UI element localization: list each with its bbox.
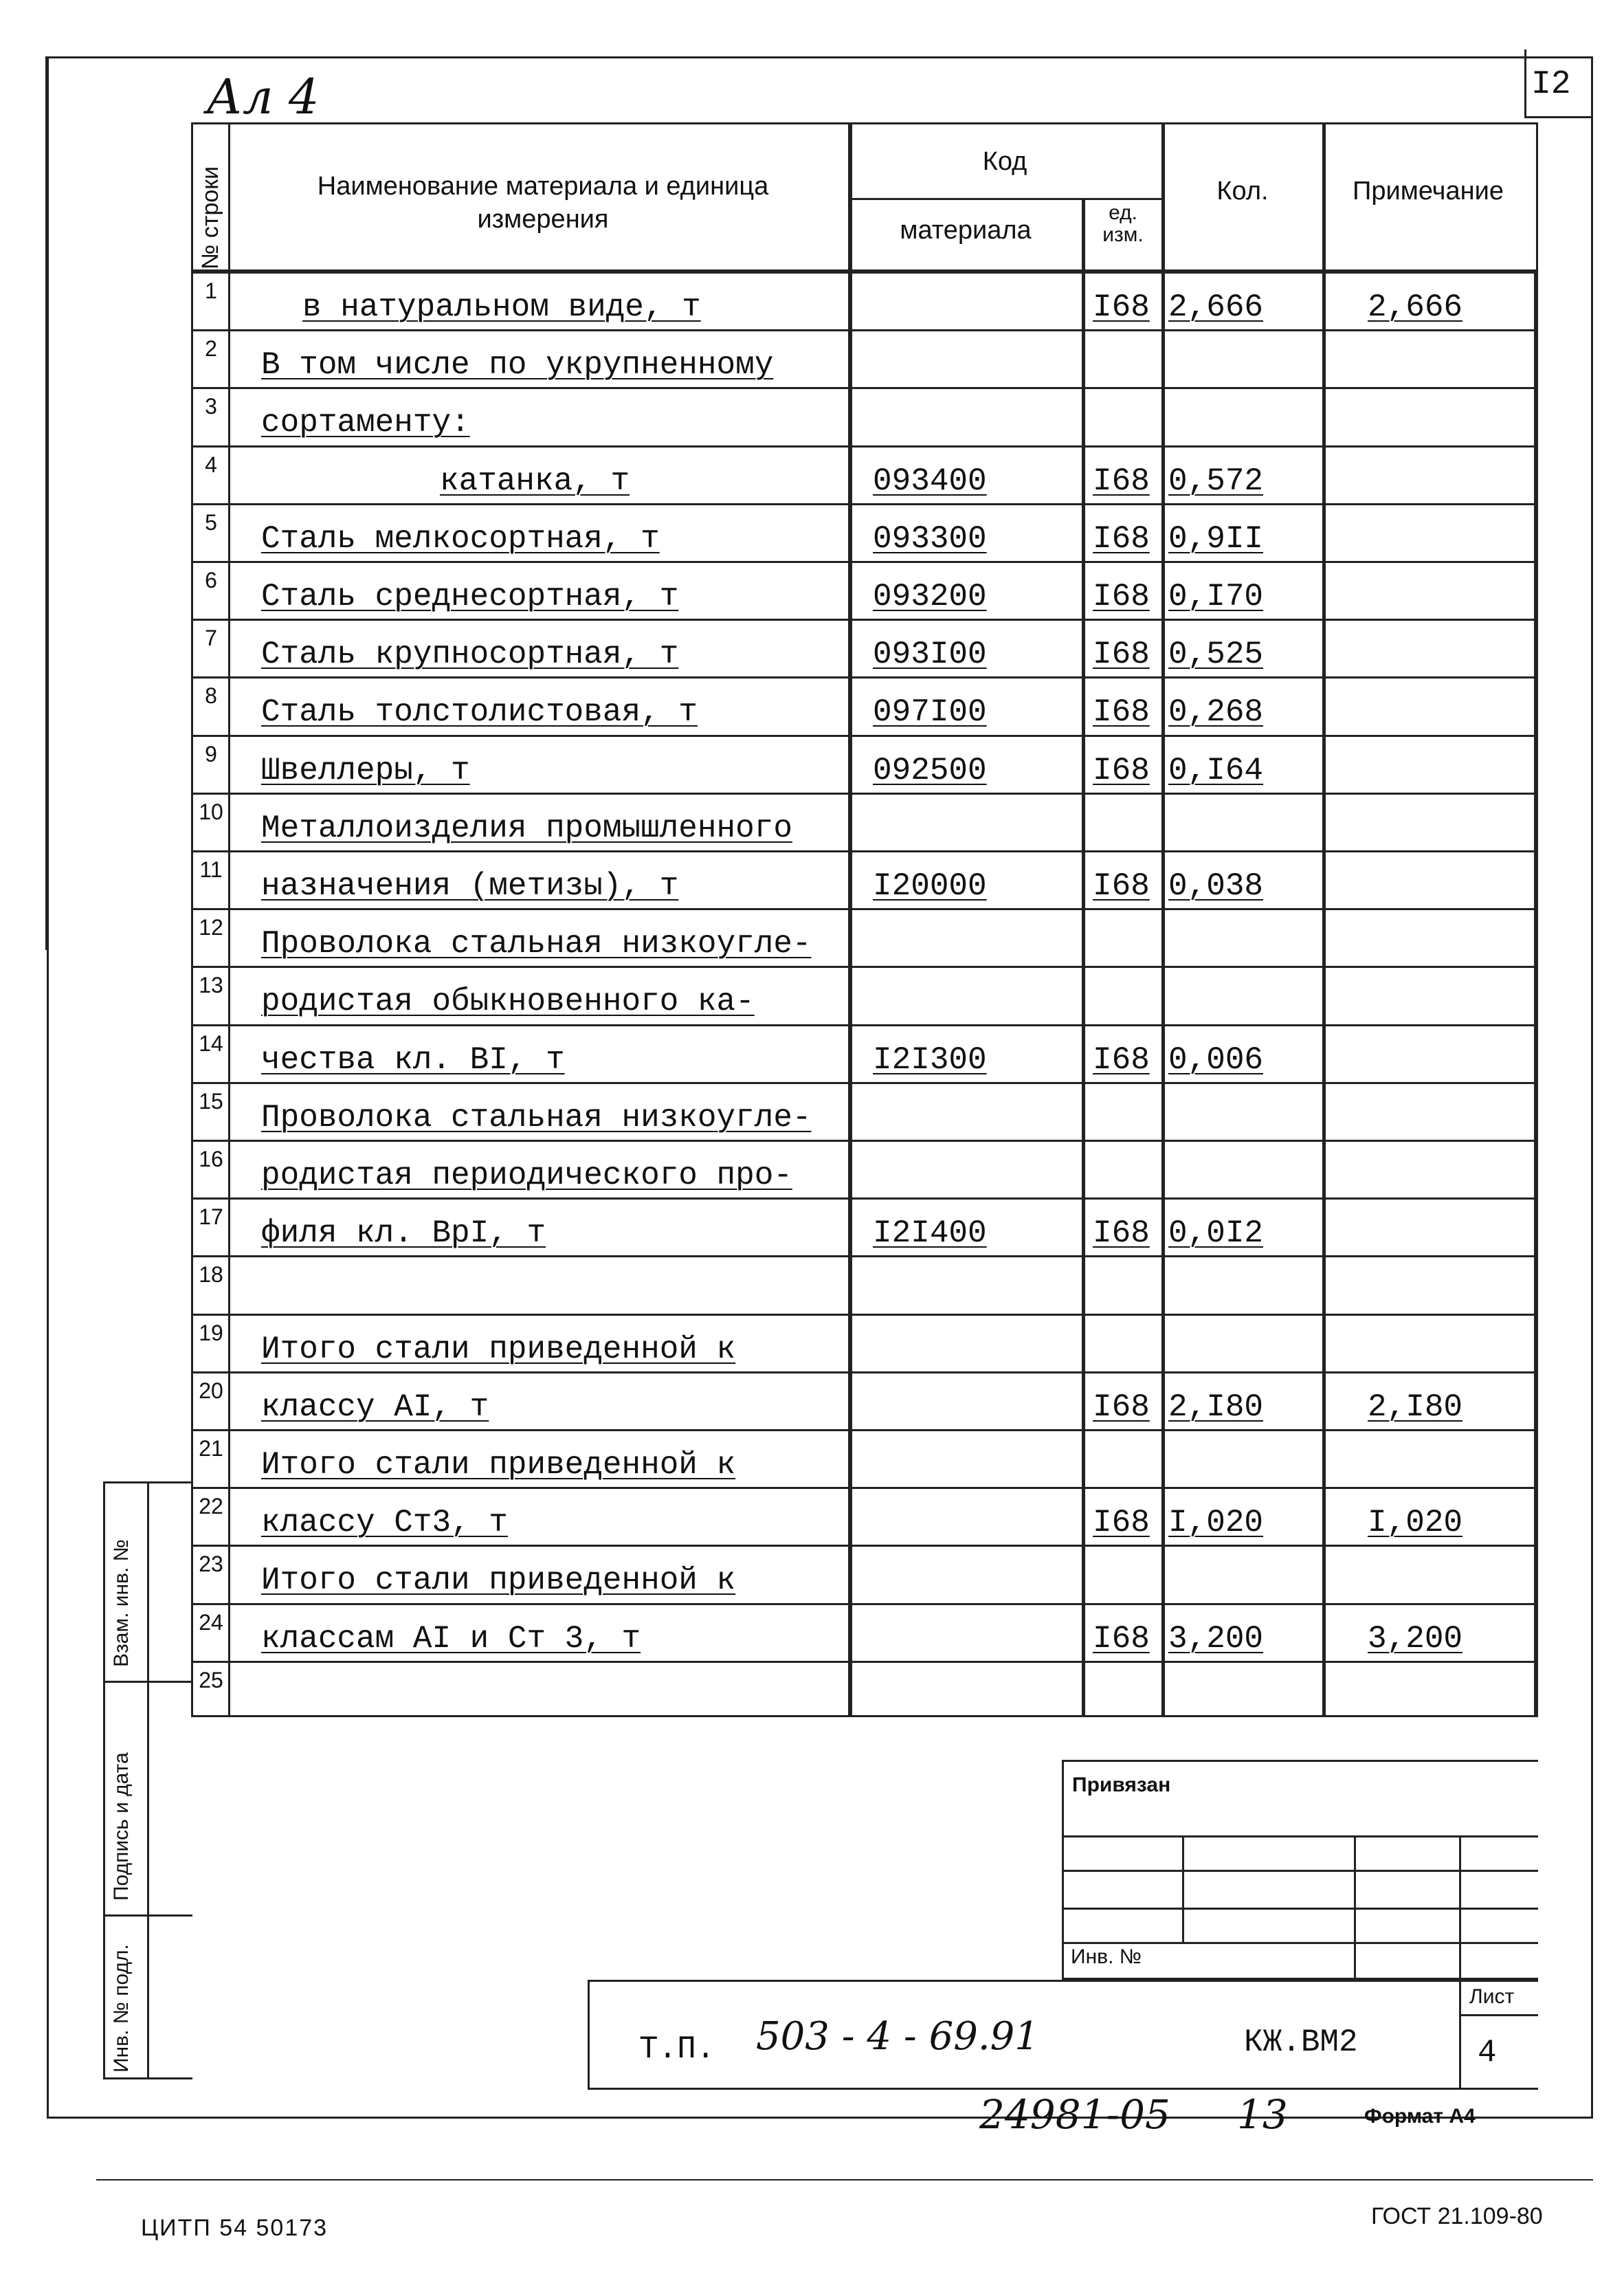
row-qty: 0,525 — [1168, 637, 1264, 673]
row-divider — [191, 793, 1538, 795]
row-name: Проволока стальная низкоугле- — [261, 926, 812, 962]
row-number: 25 — [199, 1667, 223, 1692]
side-stamp-divider — [147, 1481, 149, 2079]
row-divider — [191, 1661, 1538, 1663]
privyazan-line-2 — [1062, 1870, 1538, 1872]
row-unit: I68 — [1093, 694, 1150, 731]
row-name: Итого стали приведенной к — [261, 1447, 736, 1483]
row-number: 1 — [205, 278, 217, 303]
header-bottom — [191, 269, 1538, 274]
row-number: 6 — [205, 568, 217, 593]
row-number: 15 — [199, 1088, 223, 1114]
row-number: 24 — [199, 1609, 223, 1635]
col-divider-code — [1082, 199, 1085, 1717]
side-stamp-line-2 — [103, 1914, 192, 1917]
row-code: I2I400 — [873, 1215, 987, 1252]
row-note: I,020 — [1368, 1505, 1463, 1541]
row-divider — [191, 1024, 1538, 1026]
row-code: 093I00 — [873, 637, 987, 673]
row-number: 11 — [199, 857, 223, 882]
row-name: классу Ст3, т — [261, 1505, 508, 1541]
row-number: 20 — [199, 1378, 223, 1403]
row-divider — [191, 1487, 1538, 1489]
row-unit: I68 — [1093, 1041, 1150, 1078]
header-row-num: № строки — [197, 166, 223, 269]
row-code: I2I300 — [873, 1041, 987, 1078]
row-name: сортаменту: — [261, 405, 470, 441]
row-number: 21 — [199, 1436, 223, 1461]
row-number: 8 — [205, 683, 217, 709]
row-number: 9 — [205, 741, 217, 766]
row-number: 18 — [199, 1262, 223, 1288]
row-divider — [191, 1140, 1538, 1142]
privyazan-title: Привязан — [1072, 1774, 1171, 1796]
title-doc-code: КЖ.ВМ2 — [1244, 2024, 1358, 2060]
row-qty: I,020 — [1168, 1505, 1264, 1541]
row-unit: I68 — [1093, 1620, 1150, 1657]
row-unit: I68 — [1093, 1389, 1150, 1425]
row-number: 12 — [199, 915, 223, 940]
privyazan-line-3 — [1062, 1908, 1538, 1910]
row-qty: 0,268 — [1168, 694, 1264, 731]
row-qty: 2,666 — [1168, 289, 1264, 325]
row-name: чества кл. BI, т — [261, 1041, 565, 1078]
row-number: 7 — [205, 626, 217, 651]
side-stamp-inv-podl: Инв. № подл. — [110, 1944, 133, 2073]
sheet-corner-number: I2 — [1531, 66, 1571, 103]
side-stamp-vzam: Взам. инв. № — [110, 1539, 133, 1667]
row-unit: I68 — [1093, 579, 1150, 615]
row-number: 4 — [205, 452, 217, 477]
row-divider — [191, 966, 1538, 968]
row-code: I20000 — [873, 868, 987, 904]
row-unit: I68 — [1093, 752, 1150, 788]
title-tp-number: 503 - 4 - 69.91 — [756, 2014, 1039, 2059]
row-qty: 0,006 — [1168, 1041, 1264, 1078]
row-divider — [191, 561, 1538, 563]
row-qty: 0,572 — [1168, 463, 1264, 499]
row-unit: I68 — [1093, 520, 1150, 557]
privyazan-line-4 — [1062, 1942, 1538, 1944]
row-unit: I68 — [1093, 289, 1150, 325]
col-divider-right-bold — [1534, 269, 1538, 1717]
side-stamp-line-1 — [103, 1681, 192, 1683]
title-tp-label: Т.П. — [639, 2031, 715, 2067]
order-number: 24981-05 — [979, 2091, 1170, 2138]
col-divider-name — [848, 122, 852, 1717]
row-divider — [191, 329, 1538, 331]
row-name: Итого стали приведенной к — [261, 1563, 736, 1599]
header-name: Наименование материала и единица измерения — [317, 172, 769, 234]
row-note: 2,I80 — [1368, 1389, 1463, 1425]
row-number: 19 — [199, 1320, 223, 1345]
row-unit: I68 — [1093, 463, 1150, 499]
row-qty: 0,038 — [1168, 868, 1264, 904]
row-number: 3 — [205, 394, 217, 419]
row-qty: 2,I80 — [1168, 1389, 1264, 1425]
row-name: в натуральном виде, т — [302, 289, 701, 325]
title-sheet-divider — [1459, 1980, 1461, 2090]
row-name: Швеллеры, т — [261, 752, 470, 788]
row-divider — [191, 1371, 1538, 1373]
row-name: Сталь мелкосортная, т — [261, 520, 660, 557]
header-note: Примечание — [1353, 177, 1504, 206]
row-number: 14 — [199, 1030, 223, 1056]
privyazan-col-2 — [1354, 1835, 1356, 1980]
privyazan-col-3 — [1459, 1835, 1461, 1980]
row-code: 097I00 — [873, 694, 987, 731]
title-sheet-number: 4 — [1478, 2035, 1497, 2071]
row-number: 22 — [199, 1494, 223, 1519]
title-block — [588, 1980, 1538, 2090]
row-divider — [191, 387, 1538, 389]
row-name: Сталь толстолистовая, т — [261, 694, 698, 731]
row-divider — [191, 735, 1538, 737]
row-number: 16 — [199, 1147, 223, 1171]
row-unit: I68 — [1093, 1215, 1150, 1252]
row-number: 2 — [205, 336, 217, 362]
row-number: 23 — [199, 1552, 223, 1577]
row-divider — [191, 1255, 1538, 1257]
format-label: Формат А4 — [1364, 2105, 1476, 2128]
row-code: 092500 — [873, 752, 987, 788]
row-qty: 0,0I2 — [1168, 1215, 1264, 1252]
row-name: родистая обыкновенного ка- — [261, 984, 755, 1020]
row-number: 10 — [199, 799, 223, 824]
row-note: 3,200 — [1368, 1620, 1463, 1657]
row-name: катанка, т — [440, 463, 630, 499]
row-divider — [191, 908, 1538, 910]
row-code: 093300 — [873, 520, 987, 557]
privyazan-line-1 — [1062, 1835, 1538, 1837]
row-divider — [191, 1603, 1538, 1605]
row-unit: I68 — [1093, 637, 1150, 673]
title-sheet-label: Лист — [1469, 1985, 1515, 2008]
row-name: классам AI и Ст 3, т — [261, 1620, 641, 1657]
row-divider — [191, 1082, 1538, 1084]
side-stamp-podpis: Подпись и дата — [110, 1752, 133, 1901]
row-qty: 0,I70 — [1168, 579, 1264, 615]
row-name: Сталь среднесортная, т — [261, 579, 679, 615]
row-name: родистая периодического про- — [261, 1158, 792, 1193]
row-name: Сталь крупносортная, т — [261, 637, 679, 673]
row-divider — [191, 619, 1538, 621]
row-qty: 0,9II — [1168, 520, 1264, 557]
header-code-split — [848, 198, 1161, 200]
row-unit: I68 — [1093, 868, 1150, 904]
row-qty: 0,I64 — [1168, 752, 1264, 788]
row-name: Проволока стальная низкоугле- — [261, 1099, 812, 1136]
page-handwritten: 13 — [1237, 2091, 1288, 2138]
row-divider — [191, 850, 1538, 852]
row-divider — [191, 1197, 1538, 1200]
row-divider — [191, 1314, 1538, 1316]
privyazan-col-1 — [1182, 1835, 1184, 1942]
header-qty: Кол. — [1216, 177, 1269, 206]
row-note: 2,666 — [1368, 289, 1463, 325]
row-unit: I68 — [1093, 1505, 1150, 1541]
col-divider-qty — [1322, 122, 1326, 1717]
row-divider — [191, 676, 1538, 678]
handwritten-mark: Ал 4 — [206, 69, 320, 125]
row-divider — [191, 445, 1538, 448]
header-code-material: материала — [900, 216, 1032, 245]
row-qty: 3,200 — [1168, 1620, 1264, 1657]
col-divider-rownum — [228, 122, 230, 1717]
footer-left: ЦИТП 54 50173 — [141, 2215, 329, 2241]
row-code: 093400 — [873, 463, 987, 499]
binding-line — [45, 56, 48, 950]
privyazan-inv-label: Инв. № — [1071, 1945, 1142, 1968]
title-sheet-line — [1459, 2014, 1538, 2016]
row-number: 5 — [205, 509, 217, 535]
row-divider — [191, 503, 1538, 505]
row-name: Итого стали приведенной к — [261, 1331, 736, 1367]
footer-rule — [96, 2179, 1593, 2181]
row-number: 13 — [199, 973, 223, 998]
header-code: Код — [982, 147, 1027, 176]
row-name: В том числе по укрупненному — [261, 347, 774, 384]
footer-right: ГОСТ 21.109-80 — [1371, 2203, 1543, 2229]
row-name: классу AI, т — [261, 1389, 489, 1425]
row-name: назначения (метизы), т — [261, 868, 679, 904]
row-divider — [191, 1429, 1538, 1431]
row-name: филя кл. BpI, т — [261, 1215, 546, 1252]
header-code-unit: ед. изм. — [1102, 201, 1144, 246]
row-code: 093200 — [873, 579, 987, 615]
row-name: Металлоизделия промышленного — [261, 810, 792, 846]
row-divider — [191, 1545, 1538, 1547]
col-divider-unit — [1161, 122, 1165, 1717]
row-number: 17 — [199, 1204, 223, 1230]
